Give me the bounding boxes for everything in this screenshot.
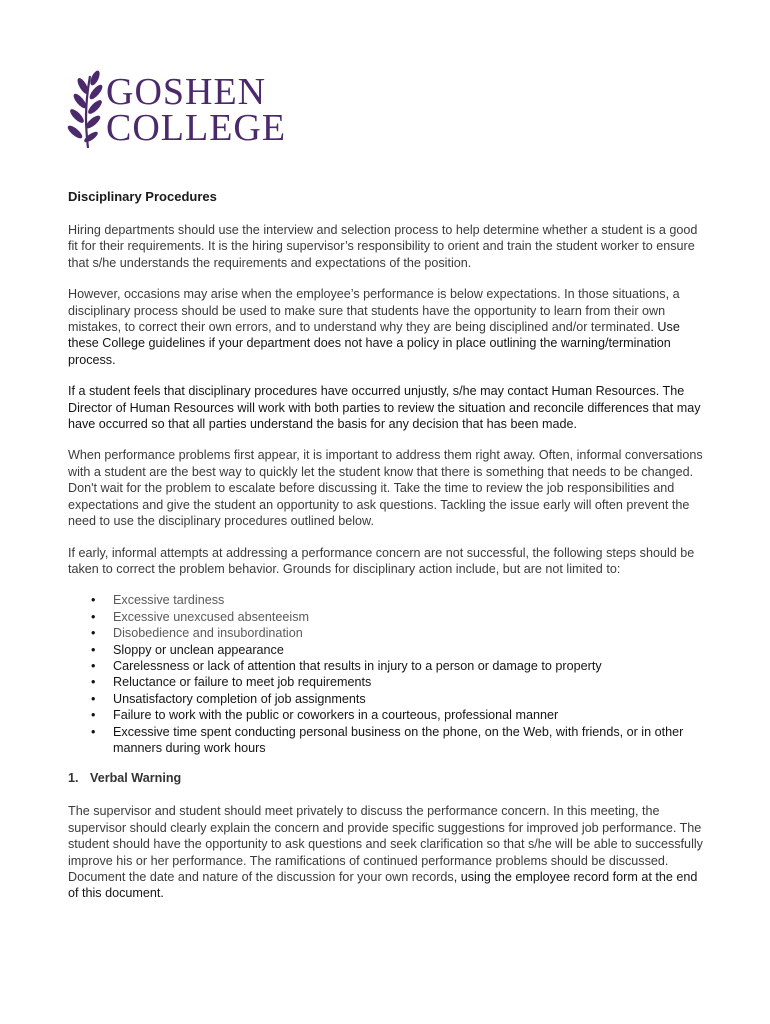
grounds-list [68, 592, 704, 756]
section-title: Verbal Warning [90, 771, 182, 786]
goshen-college-logo [66, 70, 296, 150]
paragraph-disciplinary-process-text: However, occasions may arise when the employee’s performance is below expectations. In those situations, a disciplinary process should be used to make sure that students have the opportunity to learn from their own mistakes, to correct their own errors, and to understand why they are being disciplined and/or terminated. [68, 287, 680, 335]
paragraph-grounds-intro: If early, informal attempts at addressing a performance concern are not successful, the following steps should be taken to correct the problem behavior. Grounds for disciplinary action include, but are not limited to: [68, 545, 695, 576]
logo-wordmark [106, 71, 287, 149]
section-heading-verbal-warning [68, 770, 704, 786]
document-body [68, 189, 704, 917]
list-item: • Carelessness or lack of attention that results in injury to a person or damage to property [113, 658, 704, 674]
logo-line-1: GOSHEN [106, 71, 267, 113]
list-item: • Excessive time spent conducting personal business on the phone, on the Web, with friends, or in other manners during work hours [113, 724, 704, 757]
list-item: • Sloppy or unclean appearance [113, 642, 704, 658]
paragraph-verbal-warning-text: The supervisor and student should meet privately to discuss the performance concern. In this meeting, the supervisor should clearly explain the concern and provide specific suggestions for improved job performance. The student should have the opportunity to ask questions and seek clarification so that s/he will be able to successfully improve his or her performance. The ramifications of continued performance problems should be discussed. Document the date and nature of the discussion for your own records [68, 804, 703, 884]
list-item: • Reluctance or failure to meet job requirements [113, 674, 704, 690]
section-number: 1. [68, 771, 79, 786]
list-item: • Disobedience and insubordination [113, 625, 704, 641]
paragraph-record-form-note: , using the employee record form at the end of this document. [68, 870, 698, 901]
paragraph-verbal-warning [68, 803, 704, 901]
paragraph-intro: Hiring departments should use the interview and selection process to help determine whether a student is a good fit for their requirements. It is the hiring supervisor’s responsibility to orient and train the student worker to ensure that s/he understands the requirements and expectations of the position. [68, 223, 698, 270]
logo-line-2: COLLEGE [106, 107, 287, 149]
list-item: • Failure to work with the public or coworkers in a courteous, professional manner [113, 707, 704, 723]
list-item: • Excessive tardiness [113, 592, 704, 608]
paragraph-guidelines-note: Use these College guidelines if your department does not have a policy in place outlining the warning/termination process. [68, 320, 680, 367]
list-item: • Unsatisfactory completion of job assignments [113, 691, 704, 707]
paragraph-early-action: When performance problems first appear, it is important to address them right away. Often, informal conversations with a student are the best way to quickly let the student know that there is something that needs to be changed. Don't wait for the problem to escalate before discussing it. Take the time to review the job responsibilities and expectations and give the student an opportunity to ask questions. Tackling the issue early will often prevent the need to use the disciplinary procedures outlined below. [68, 448, 703, 529]
list-item: • Excessive unexcused absenteeism [113, 609, 704, 625]
document-title: Disciplinary Procedures [68, 189, 217, 204]
olive-branch-icon [66, 70, 106, 150]
paragraph-human-resources: If a student feels that disciplinary procedures have occurred unjustly, s/he may contact Human Resources. The Director of Human Resources will work with both parties to review the situation and reconcile differences that may have occurred so that all parties understand the basis for any decision that has been made. [68, 384, 701, 432]
paragraph-disciplinary-process [68, 286, 704, 368]
